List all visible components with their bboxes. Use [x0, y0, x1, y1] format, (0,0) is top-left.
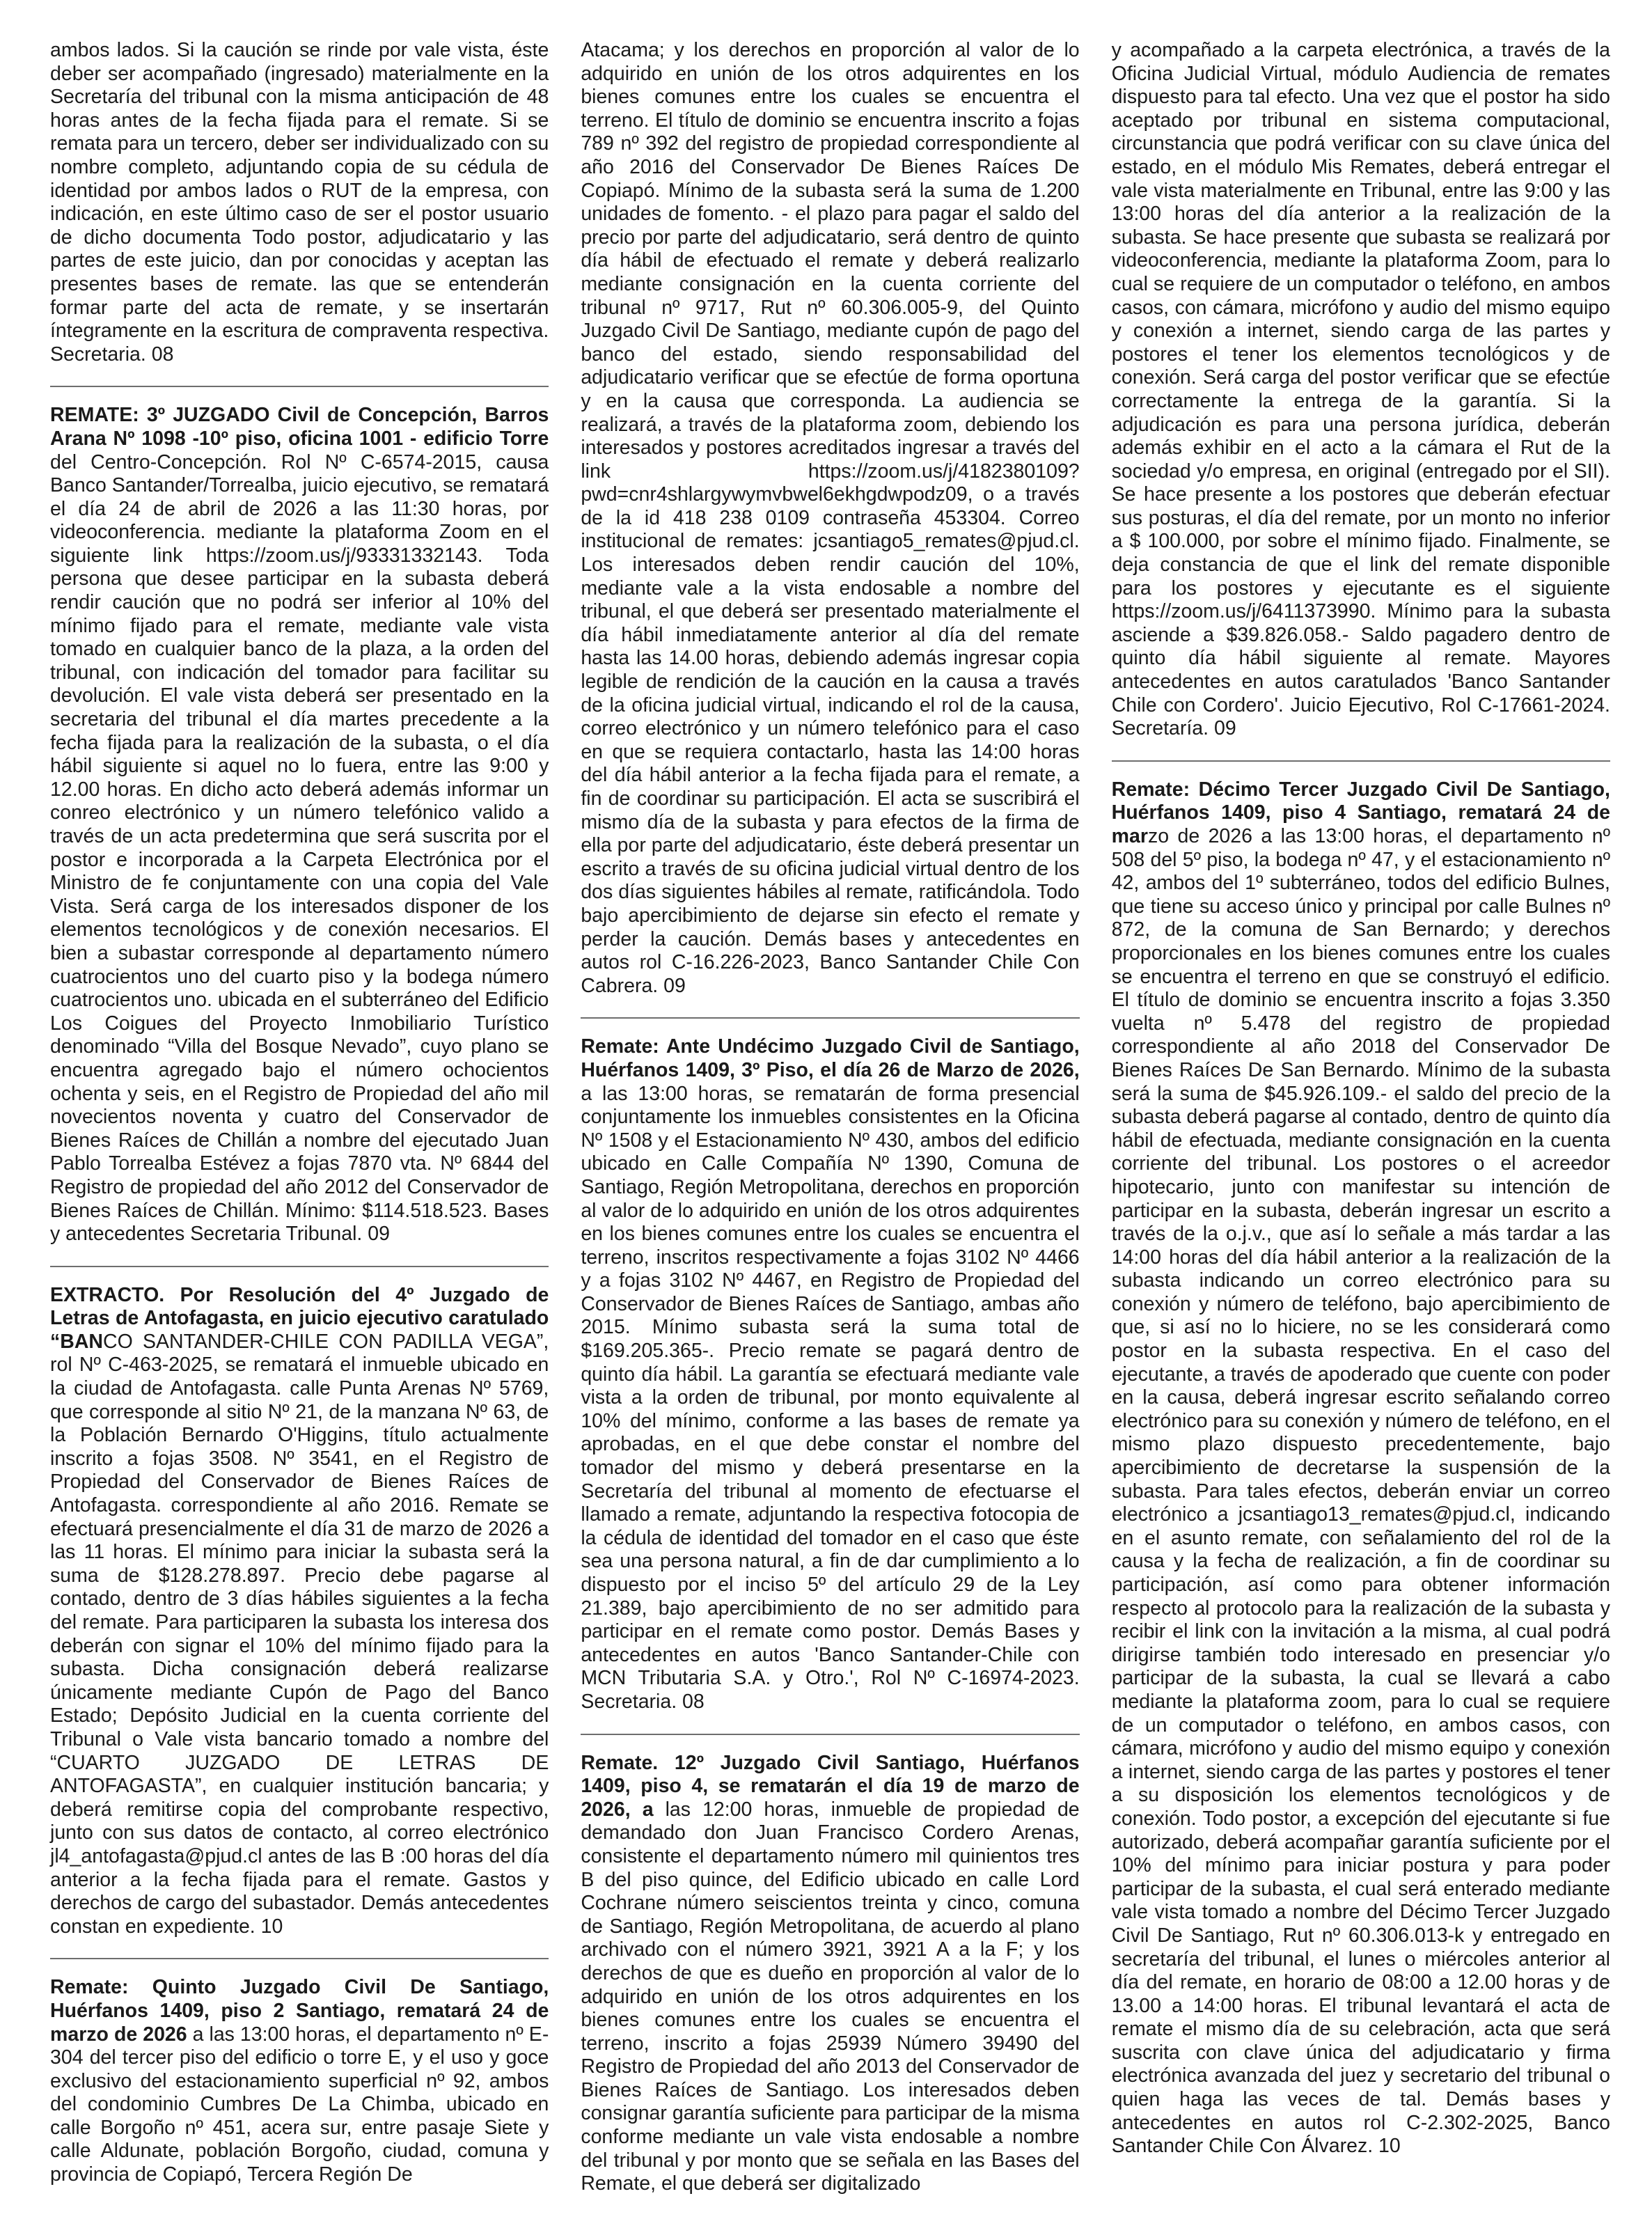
notice-heading: Remate. 12º Juzgado Civil Santiago, Huérfanos 1409, piso 4, se rematarán el día 19 de marzo de 2026, a — [581, 1751, 1080, 1821]
notice-separator — [50, 1266, 549, 1267]
notice-heading: EXTRACTO. Por Resolución del 4º Juzgado de Letras de Antofagasta, en juicio ejecutivo caratulado “BAN — [50, 1283, 549, 1353]
column-2 — [581, 39, 1079, 2235]
notice-body: a las 13:00 horas, el departamento nº E-304 del tercer piso del edificio o torre E, y el uso y goce exclusivo del estacionamiento superficial nº 92, ambos del condominio Cumbres De La Chimba, ubicado en calle Borgoño nº 451, acera sur, entre pasaje Siete y calle Aldunate, población Borgoño, ciudad, comuna y provincia de Copiapó, Tercera Región De — [50, 2023, 549, 2186]
notice-separator — [50, 1958, 549, 1959]
notice-heading: Remate: Décimo Tercer Juzgado Civil De Santiago, Huérfanos 1409, piso 4 Santiago, rematará 24 de mar — [1111, 778, 1610, 847]
notice-separator — [581, 1734, 1079, 1735]
notice-quinto-juzgado — [50, 1976, 549, 2186]
notice-separator — [1112, 760, 1610, 762]
notice-12-juzgado — [581, 1752, 1079, 2196]
notice-continuation — [1112, 39, 1610, 741]
notice-separator — [50, 386, 549, 387]
notice-body: del Centro-Concepción. Rol Nº C-6574-2015, causa Banco Santander/Torrealba, juicio ejecutivo, se rematará el día 24 de abril de 2026 a las 11:30 horas, por videoconferencia. mediante la plataforma Zoom en el siguiente link https://zoom.us/j/93331332143. Toda persona que desee participar en la subasta deberá rendir caución que no podrá ser inferior al 10% del mínimo fijado para el remate, mediante vale vista tomado en cualquier banco de la plaza, a la orden del tribunal, con indicación del tomador para facilitar su devolución. El vale vista deberá ser presentado en la secretaria del tribunal el día martes precedente a la fecha fijada para la realización de la subasta, o el día hábil siguiente si aquel no lo fuera, entre las 9:00 y 12.00 horas. En dicho acto deberá además informar un conreo electrónico y un número telefónico valido a través de un acta predetermina que será suscrita por el postor e incorporada a la Carpeta Electrónica por el Ministro de fe conjuntamente con una copia del Vale Vista. Será carga de los interesados disponer de los elementos tecnológicos y de conexión necesarios. El bien a subastar corresponde al departamento número cuatrocientos uno del cuarto piso y la bodega número cuatrocientos uno. ubicada en el subterráneo del Edificio Los Coigues del Proyecto Inmobiliario Turístico denominado “Villa del Bosque Nevado”, cuyo plano se encuentra agregado bajo el número ochocientos ochenta y seis, en el Registro de Propiedad del año mil novecientos noventa y cuatro del Conservador de Bienes Raíces de Chillán a nombre del ejecutado Juan Pablo Torrealba Estévez a fojas 7870 vta. Nº 6844 del Registro de propiedad del año 2012 del Conservador de Bienes Raíces de Chillán. Mínimo: $114.518.523. Bases y antecedentes Secretaria Tribunal. 09 — [50, 450, 549, 1246]
notice-body: zo de 2026 a las 13:00 horas, el departamento nº 508 del 5º piso, la bodega nº 47, y el estacionamiento nº 42, ambos del 1º subterráneo, todos del edificio Bulnes, que tiene su acceso único y principal por calle Bulnes nº 872, de la comuna de San Bernardo; y derechos proporcionales en los bienes comunes entre los cuales se encuentra el terreno en que se construyó el edificio. El título de dominio se encuentra inscrito a fojas 3.350 vuelta nº 5.478 del registro de propiedad correspondiente al año 2018 del Conservador De Bienes Raíces De San Bernardo. Mínimo de la subasta será la suma de $45.926.109.- el saldo del precio de la subasta deberá pagarse al contado, dentro de quinto día hábil de efectuada, mediante consignación en la cuenta corriente del tribunal. Los postores o el acreedor hipotecario, junto con manifestar su intención de participar en la subasta, deberán ingresar un escrito a través de la o.j.v., que así lo señale a más tardar a las 14:00 horas del día hábil anterior a la realización de la subasta indicando un correo electrónico para su conexión y número de teléfono, bajo apercibimiento de que, si así no lo hiciere, no se les considerará como postor en la subasta respectiva. En el caso del ejecutante, a través de apoderado que cuente con poder en la causa, deberá ingresar escrito señalando correo electrónico para su conexión y número de teléfono, en el mismo plazo dispuesto precedentemente, bajo apercibimiento de decretarse la suspensión de la subasta. Para tales efectos, deberán enviar un correo electrónico a jcsantiago13_remates@pjud.cl, indicando en el asunto remate, con señalamiento del rol de la causa y la fecha de realización, a fin de coordinar su participación, así como para obtener información respecto al protocolo para la realización de la subasta y recibir el link con la invitación a la misma, al cual podrá dirigirse también todo interesado en presenciar y/o participar de la subasta, la cual se llevará a cabo mediante la plataforma zoom, para lo cual se requiere de un computador o teléfono, en ambos casos, con cámara, micrófono y audio del mismo equipo y conexión a internet, siendo carga de las partes y postores el tener a su disposición los elementos tecnológicos y de conexión. Todo postor, a excepción del ejecutante si fue autorizado, deberá acompañar garantía suficiente por el 10% del mínimo para iniciar postura y para poder participar de la subasta, el cual será enterado mediante vale vista tomado a nombre del Décimo Tercer Juzgado Civil De Santiago, Rut nº 60.306.013-k y entregado en secretaría del tribunal, el lunes o miércoles anterior al día del remate, en horario de 08:00 a 12.00 horas y de 13.00 a 14:00 horas. El tribunal levantará el acta de remate el mismo día de su celebración, acta que será suscrita con clave única del adjudicatario y firma electrónica avanzada del juez y secretario del tribunal o quien haga las veces de tal. Demás bases y antecedentes en autos rol C-2.302-2025, Banco Santander Chile Con Álvarez. 10 — [1111, 825, 1610, 2158]
notice-separator — [581, 1017, 1079, 1019]
notice-concepcion — [50, 404, 549, 1246]
notice-heading: REMATE: 3º JUZGADO Civil de Concepción, Barros Arana Nº 1098 -10º piso, oficina 1001 - edificio Torre — [50, 404, 549, 450]
notice-body: CO SANTANDER-CHILE CON PADILLA VEGA”, rol Nº C-463-2025, se rematará el inmueble ubicado en la ciudad de Antofagasta. calle Punta Arenas Nº 5769, que corresponde al sitio Nº 21, de la manzana Nº 63, de la Población Bernardo O'Higgins, título actualmente inscrito a fojas 3508. Nº 3541, en el Registro de Propiedad del Conservador de Bienes Raíces de Antofagasta. correspondiente al año 2016. Remate se efectuará presencialmente el día 31 de marzo de 2026 a las 11 horas. El mínimo para iniciar la subasta será la suma de $128.278.897. Precio debe pagarse al contado, dentro de 3 días hábiles siguientes a la fecha del remate. Para participaren la subasta los interesa dos deberán con signar el 10% del mínimo fijado para la subasta. Dicha consignación deberá realizarse únicamente mediante Cupón de Pago del Banco Estado; Depósito Judicial en la cuenta corriente del Tribunal o Vale vista bancario tomado a nombre del “CUARTO JUZGADO DE LETRAS DE ANTOFAGASTA”, en cualquier institución bancaria; y deberá remitirse copia del comprobante respectivo, junto con sus datos de contacto, al correo electrónico jl4_antofagasta@pjud.cl antes de las B :00 horas del día anterior a la fecha fijada para el remate. Gastos y derechos de cargo del subastador. Demás antecedentes constan en expediente. 10 — [50, 1330, 549, 1938]
notice-heading: Remate: Ante Undécimo Juzgado Civil de Santiago, Huérfanos 1409, 3º Piso, el día 26 de Marzo de 2026, — [581, 1035, 1080, 1081]
notice-undecimo-juzgado — [581, 1035, 1079, 1714]
notice-heading: Remate: Quinto Juzgado Civil De Santiago, Huérfanos 1409, piso 2 Santiago, rematará 24 de marzo de 2026 — [50, 1976, 549, 2046]
notice-body: a las 13:00 horas, se rematarán de forma presencial conjuntamente los inmuebles consistentes en la Oficina Nº 1508 y el Estacionamiento Nº 430, ambos del edificio ubicado en Calle Compañía Nº 1390, Comuna de Santiago, Región Metropolitana, derechos en proporción al valor de lo adquirido en unión de los otros adquirentes en los bienes comunes entre los cuales se encuentra el terreno, inscritos respectivamente a fojas 3102 Nº 4466 y a fojas 3102 Nº 4467, en Registro de Propiedad del Conservador de Bienes Raíces de Santiago, ambas año 2015. Mínimo subasta será la suma total de $169.205.365-. Precio remate se pagará dentro de quinto día hábil. La garantía se efectuará mediante vale vista a la orden de tribunal, por monto equivalente al 10% del mínimo, conforme a las bases de remate ya aprobadas, en el que debe constar el nombre del tomador del mismo y deberá presentarse en la Secretaría del tribunal al momento de efectuarse el llamado a remate, adjuntando la respectiva fotocopia de la cédula de identidad del tomador en el caso que éste sea una persona natural, a fin de dar cumplimiento a lo dispuesto por el inciso 5º del artículo 29 de la Ley 21.389, bajo apercibimiento de no ser admitido para participar en el remate como postor. Demás Bases y antecedentes en autos 'Banco Santander-Chile con MCN Tributaria S.A. y Otro.', Rol Nº C-16974-2023. Secretaria. 08 — [581, 1082, 1080, 1713]
notice-body: ambos lados. Si la caución se rinde por vale vista, éste deber ser acompañado (ingresado) materialmente en la Secretaría del tribunal con la misma anticipación de 48 horas antes de la fecha fijada para el remate. Si se remata para un tercero, deber ser individualizado con su nombre completo, adjuntando copia de su cédula de identidad por ambos lados o RUT de la empresa, con indicación, en este último caso de ser el postor usuario de dicho documenta Todo postor, adjudicatario y las partes de este juicio, dan por conocidas y aceptan las presentes bases de remate. las que se entenderán formar parte del acta de remate, y se insertarán íntegramente en la escritura de compraventa respectiva. Secretaria. 08 — [50, 39, 549, 366]
notice-antofagasta — [50, 1284, 549, 1939]
notice-continuation — [50, 39, 549, 366]
notice-decimo-tercer-juzgado — [1112, 778, 1610, 2158]
column-3 — [1112, 39, 1610, 2235]
notice-body: Atacama; y los derechos en proporción al valor de lo adquirido en unión de los otros adquirentes en los bienes comunes entre los cuales se encuentra el terreno. El título de dominio se encuentra inscrito a fojas 789 nº 392 del registro de propiedad correspondiente al año 2016 del Conservador De Bienes Raíces De Copiapó. Mínimo de la subasta será la suma de 1.200 unidades de fomento. - el plazo para pagar el saldo del precio por parte del adjudicatario, será dentro de quinto día hábil de efectuado el remate y deberá realizarlo mediante consignación en la cuenta corriente del tribunal nº 9717, Rut nº 60.306.005-9, del Quinto Juzgado Civil De Santiago, mediante cupón de pago del banco del estado, siendo responsabilidad del adjudicatario verificar que se efectúe de forma oportuna y en la causa que corresponda. La audiencia se realizará, a través de la plataforma zoom, debiendo los interesados y postores acreditados ingresar a través del link https://zoom.us/j/4182380109?pwd=cnr4shlargywymvbwel6ekhgdwpodz09, o a través de la id 418 238 0109 contraseña 453304. Correo institucional de remates: jcsantiago5_remates@pjud.cl. Los interesados deben rendir caución del 10%, mediante vale a la vista endosable a nombre del tribunal, el que deberá ser presentado materialmente el día hábil inmediatamente anterior al día del remate hasta las 14.00 horas, debiendo además ingresar copia legible de rendición de la caución en la causa a través de la oficina judicial virtual, indicando el rol de la causa, correo electrónico y un número telefónico para el caso en que se requiera contactarlo, hasta las 14:00 horas del día hábil anterior a la fecha fijada para el remate, a fin de coordinar su participación. El acta se suscribirá el mismo día de la subasta y para efectos de la firma de ella por parte del adjudicatario, éste deberá presentar un escrito a través de su oficina judicial virtual dentro de los dos días siguientes hábiles al remate, ratificándola. Todo bajo apercibimiento de dejarse sin efecto el remate y perder la caución. Demás bases y antecedentes en autos rol C-16.226-2023, Banco Santander Chile Con Cabrera. 09 — [581, 39, 1080, 997]
column-1 — [50, 39, 549, 2235]
notice-continuation — [581, 39, 1079, 998]
notice-body: y acompañado a la carpeta electrónica, a través de la Oficina Judicial Virtual, módulo Audiencia de remates dispuesto para tal efecto. Una vez que el postor ha sido aceptado por tribunal en sistema computacional, circunstancia que podrá verificar con su clave única del estado, en el módulo Mis Remates, deberá entregar el vale vista materialmente en Tribunal, entre las 9:00 y las 13:00 horas del día anterior a la realización de la subasta. Se hace presente que subasta se realizará por videoconferencia, mediante la plataforma Zoom, para lo cual se requiere de un computador o teléfono, en ambos casos, con cámara, micrófono y audio del mismo equipo y conexión a internet, siendo carga de las partes y postores el tener los elementos tecnológicos y de conexión. Será carga del postor verificar que se efectúe correctamente la entrega de la garantía. Si la adjudicación es para una persona jurídica, deberán además exhibir en el acto a la cámara el Rut de la sociedad y/o empresa, en original (entregado por el SII). Se hace presente a los postores que deberán efectuar sus posturas, el día del remate, por un monto no inferior a $ 100.000, por sobre el mínimo fijado. Finalmente, se deja constancia de que el link del remate disponible para los postores y ejecutante es el siguiente https://zoom.us/j/6411373990. Mínimo para la subasta asciende a $39.826.058.- Saldo pagadero dentro de quinto día hábil siguiente al remate. Mayores antecedentes en autos caratulados 'Banco Santander Chile con Cordero'. Juicio Ejecutivo, Rol C-17661-2024. Secretaría. 09 — [1111, 39, 1610, 740]
notice-body: las 12:00 horas, inmueble de propiedad de demandado don Juan Francisco Cordero Arenas, consistente el departamento número mil quinientos tres B del piso quince, del Edificio ubicado en calle Lord Cochrane número seiscientos treinta y cinco, comuna de Santiago, Región Metropolitana, de acuerdo al plano archivado con el número 3921, 3921 A a la F; y los derechos de que es dueño en proporción al valor de lo adquirido en unión de los otros adquirentes en los bienes comunes entre los cuales se encuentra el terreno, inscrito a fojas 25939 Número 39490 del Registro de Propiedad del año 2013 del Conservador de Bienes Raíces de Santiago. Los interesados deben consignar garantía suficiente para participar de la misma conforme mediante un vale vista endosable a nombre del tribunal y por monto que se señala en las Bases del Remate, el que deberá ser digitalizado — [581, 1798, 1080, 2195]
